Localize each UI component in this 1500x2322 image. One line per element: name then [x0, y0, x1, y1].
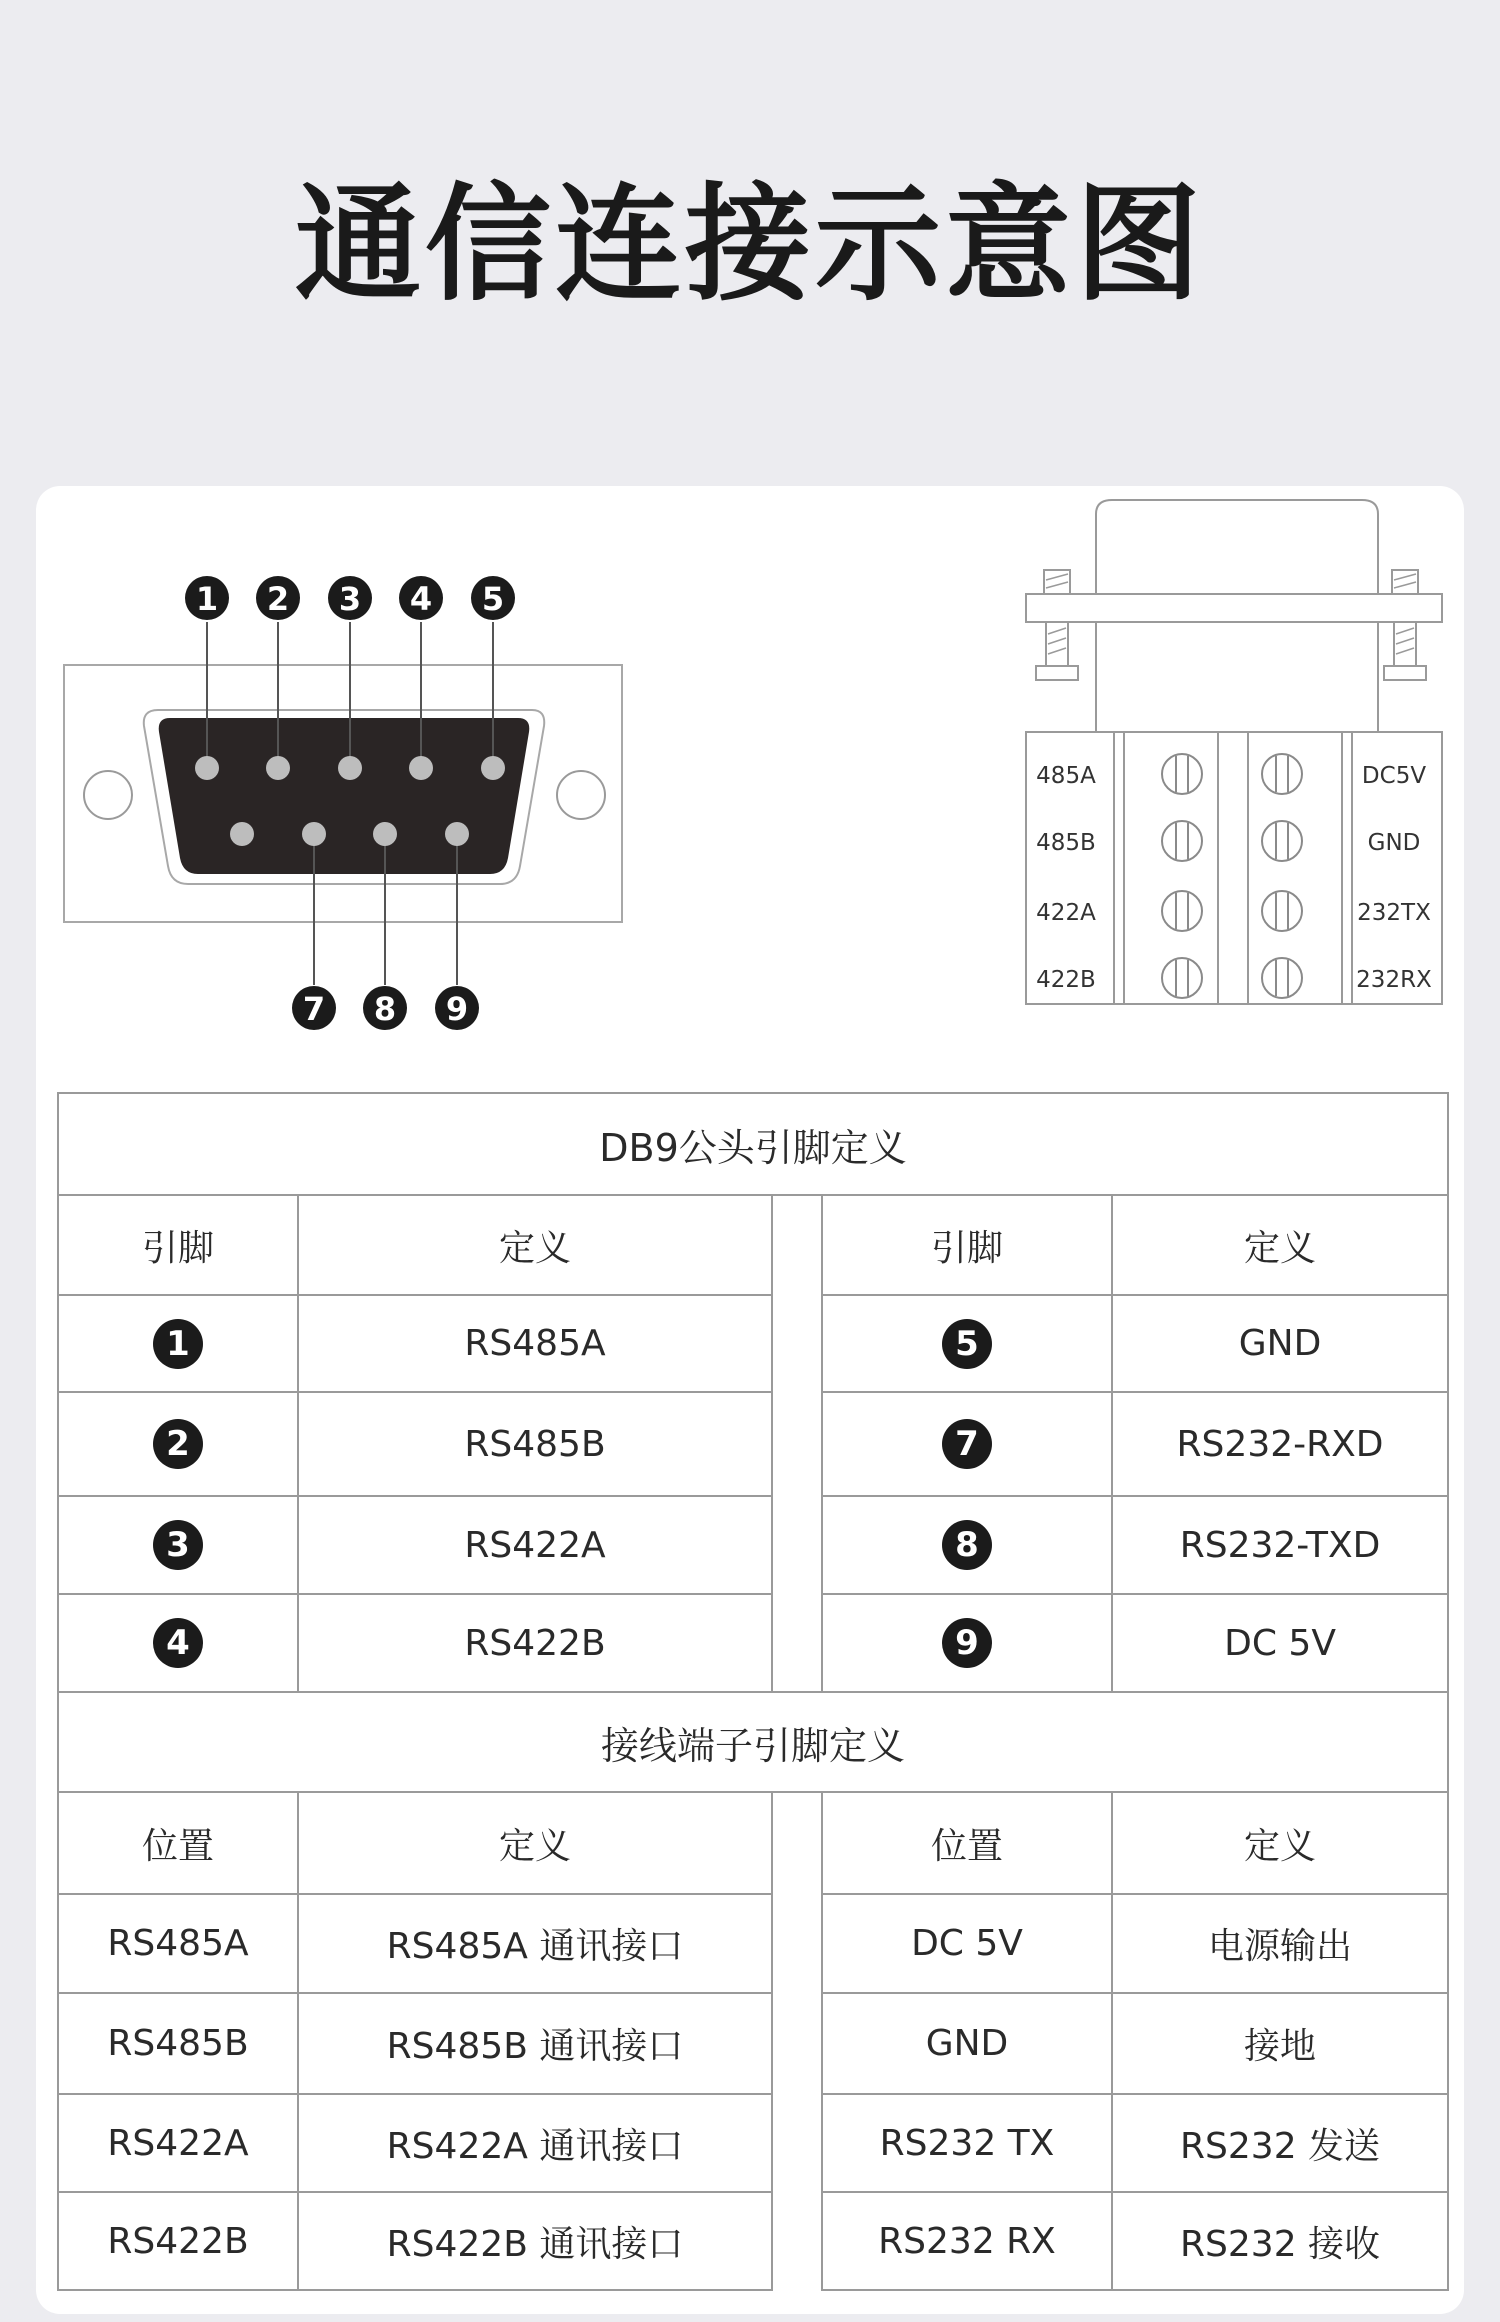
terminal-position: RS485B — [58, 1993, 298, 2094]
db9-connector-diagram — [0, 0, 700, 1060]
pin-badge-8 — [363, 986, 407, 1030]
terminal-table-header-row — [58, 1792, 1448, 1894]
terminal-definition: RS422A 通讯接口 — [298, 2094, 772, 2192]
table-row — [58, 1993, 1448, 2094]
pin-definition: RS485B — [298, 1392, 772, 1496]
terminal-position: RS232 RX — [822, 2192, 1112, 2290]
terminal-definition: RS485A 通讯接口 — [298, 1894, 772, 1993]
pin-definition: RS422B — [298, 1594, 772, 1692]
header-pin: 引脚 — [822, 1195, 1112, 1295]
header-definition: 定义 — [298, 1195, 772, 1295]
pin-badge-9 — [435, 986, 479, 1030]
pin-badge-3 — [328, 576, 372, 620]
adapter-db9-head — [1096, 500, 1378, 594]
header-definition: 定义 — [1112, 1792, 1448, 1894]
pin-badge-7 — [292, 986, 336, 1030]
pin-badge: 8 — [942, 1520, 992, 1570]
terminal-position: RS422B — [58, 2192, 298, 2290]
terminal-label-422b: 422B — [1036, 967, 1096, 993]
terminal-label-232rx: 232RX — [1356, 967, 1432, 993]
header-position: 位置 — [822, 1792, 1112, 1894]
right-screw-nut — [1384, 666, 1426, 680]
pin-number: 7 — [302, 990, 326, 1028]
pin-badge: 4 — [153, 1618, 203, 1668]
terminal-position: GND — [822, 1993, 1112, 2094]
pin-badge: 3 — [153, 1520, 203, 1570]
table-row — [58, 1894, 1448, 1993]
terminal-label-422a: 422A — [1036, 900, 1096, 926]
pin-table — [57, 1092, 1449, 2291]
pin-badge-5 — [471, 576, 515, 620]
terminal-position: DC 5V — [822, 1894, 1112, 1993]
terminal-definition: RS232 接收 — [1112, 2192, 1448, 2290]
pin-number: 4 — [409, 580, 433, 618]
terminal-definition: RS232 发送 — [1112, 2094, 1448, 2192]
adapter-neck — [1096, 622, 1378, 732]
header-definition: 定义 — [298, 1792, 772, 1894]
terminal-label-dc5v: DC5V — [1361, 763, 1427, 789]
terminal-table-title-row — [58, 1692, 1448, 1792]
terminal-label-gnd: GND — [1367, 830, 1421, 856]
db9-body — [159, 718, 530, 874]
table-row — [58, 1295, 1448, 1392]
table-row — [58, 1496, 1448, 1594]
pin-badge-1 — [185, 576, 229, 620]
terminal-definition: 接地 — [1112, 1993, 1448, 2094]
terminal-definition: RS485B 通讯接口 — [298, 1993, 772, 2094]
table-row — [58, 1392, 1448, 1496]
pin-definition-tables — [57, 1092, 1447, 2291]
pin-definition: GND — [1112, 1295, 1448, 1392]
table-row — [58, 1594, 1448, 1692]
header-pin: 引脚 — [58, 1195, 298, 1295]
terminal-block-diagram — [1000, 490, 1460, 1030]
pin-number: 3 — [338, 580, 362, 618]
db9-table-title: DB9公头引脚定义 — [58, 1093, 1448, 1195]
terminal-position: RS232 TX — [822, 2094, 1112, 2192]
right-screw-hole — [557, 771, 605, 819]
terminal-definition: 电源输出 — [1112, 1894, 1448, 1993]
db9-bottom-badges — [292, 986, 479, 1030]
pin-number: 1 — [195, 580, 219, 618]
pin-badge-2 — [256, 576, 300, 620]
terminal-label-485b: 485B — [1036, 830, 1096, 856]
terminal-position: RS422A — [58, 2094, 298, 2192]
pin-badge-4 — [399, 576, 443, 620]
pin-badge: 2 — [153, 1419, 203, 1469]
pin-definition: RS485A — [298, 1295, 772, 1392]
terminal-definition: RS422B 通讯接口 — [298, 2192, 772, 2290]
pin-definition: DC 5V — [1112, 1594, 1448, 1692]
pin-definition: RS232-TXD — [1112, 1496, 1448, 1594]
pin-badge: 5 — [942, 1319, 992, 1369]
pin-badge: 7 — [942, 1419, 992, 1469]
pin-number: 2 — [266, 580, 290, 618]
terminal-label-232tx: 232TX — [1357, 900, 1431, 926]
db9-table-title-row — [58, 1093, 1448, 1195]
pin-number: 8 — [373, 990, 397, 1028]
terminal-position: RS485A — [58, 1894, 298, 1993]
db9-top-badges — [185, 576, 515, 620]
pin-number: 5 — [481, 580, 505, 618]
pin-badge: 9 — [942, 1618, 992, 1668]
table-row — [58, 2192, 1448, 2290]
pin-definition: RS232-RXD — [1112, 1392, 1448, 1496]
header-position: 位置 — [58, 1792, 298, 1894]
left-screw-hole — [84, 771, 132, 819]
pin-definition: RS422A — [298, 1496, 772, 1594]
adapter-flange — [1026, 594, 1442, 622]
header-definition: 定义 — [1112, 1195, 1448, 1295]
page-title: 通信连接示意图 — [295, 171, 1205, 318]
left-screw-nut — [1036, 666, 1078, 680]
terminal-label-485a: 485A — [1036, 763, 1096, 789]
db9-table-header-row — [58, 1195, 1448, 1295]
pin-badge: 1 — [153, 1319, 203, 1369]
pin-number: 9 — [445, 990, 469, 1028]
table-row — [58, 2094, 1448, 2192]
terminal-table-title: 接线端子引脚定义 — [58, 1692, 1448, 1792]
